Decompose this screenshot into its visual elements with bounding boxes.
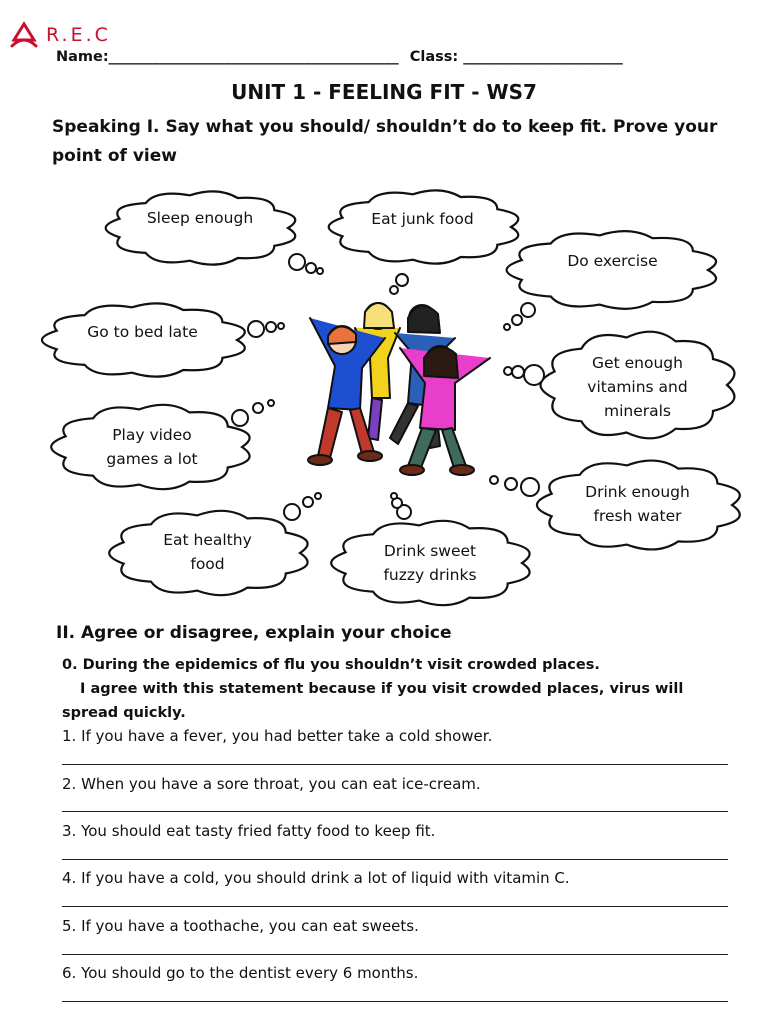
- bubble-drink-sweet-drinks: Drink sweet fuzzy drinks: [383, 542, 477, 584]
- answer-line-3[interactable]: [62, 859, 728, 860]
- cloud-eat-healthy-food-dot-1: [303, 497, 313, 507]
- logo-text: R.E.C: [46, 24, 111, 46]
- rec-logo-icon: [6, 20, 42, 50]
- cloud-get-enough-vitamins-dot-0: [524, 365, 544, 385]
- bubble-go-to-bed-late: Go to bed late: [87, 323, 198, 341]
- question-6: 6. You should go to the dentist every 6 months.: [62, 964, 419, 982]
- cloud-go-to-bed-late-dot-2: [278, 323, 284, 329]
- bubble-get-enough-vitamins: Get enough vitamins and minerals: [587, 354, 688, 420]
- cloud-get-enough-vitamins-dot-1: [512, 366, 524, 378]
- cloud-play-video-games-dot-2: [268, 400, 274, 406]
- example-answer-line-1: I agree with this statement because if you visit crowded places, virus will: [80, 681, 684, 697]
- cloud-play-video-games-dot-0: [232, 410, 248, 426]
- question-3: 3. You should eat tasty fried fatty food to keep fit.: [62, 822, 436, 840]
- cloud-go-to-bed-late-dot-1: [266, 322, 276, 332]
- cloud-eat-junk-food-dot-0: [396, 274, 408, 286]
- bubble-play-video-games: Play video games a lot: [106, 426, 198, 468]
- kids-illustration: [290, 288, 510, 478]
- cloud-do-exercise-dot-1: [512, 315, 522, 325]
- cloud-drink-sweet-drinks-dot-2: [391, 493, 397, 499]
- bubble-sleep-enough: Sleep enough: [146, 209, 254, 227]
- rec-logo: [6, 20, 111, 50]
- cloud-play-video-games-dot-1: [253, 403, 263, 413]
- agree-disagree-instruction: II. Agree or disagree, explain your choice: [56, 623, 452, 643]
- class-blank[interactable]: ______________________: [463, 49, 623, 65]
- bubble-eat-healthy-food: Eat healthy food: [163, 531, 252, 573]
- question-1: 1. If you have a fever, you had better take a cold shower.: [62, 727, 493, 745]
- cloud-sleep-enough-dot-0: [289, 254, 305, 270]
- question-5: 5. If you have a toothache, you can eat sweets.: [62, 917, 419, 935]
- cloud-drink-enough-water-dot-1: [505, 478, 517, 490]
- cloud-eat-healthy-food-dot-0: [284, 504, 300, 520]
- cloud-drink-enough-water-dot-0: [521, 478, 539, 496]
- page-title: UNIT 1 - FEELING FIT - WS7: [231, 80, 537, 104]
- example-statement: 0. During the epidemics of flu you shouldn’t visit crowded places.: [62, 657, 600, 673]
- cloud-eat-healthy-food-dot-2: [315, 493, 321, 499]
- cloud-sleep-enough-dot-1: [306, 263, 316, 273]
- thought-bubble-scene: [0, 170, 768, 620]
- cloud-sleep-enough-dot-2: [317, 268, 323, 274]
- example-answer-line-2: spread quickly.: [62, 705, 186, 721]
- bubble-drink-enough-water: Drink enough fresh water: [585, 483, 690, 525]
- class-label: Class:: [409, 49, 459, 65]
- name-blank[interactable]: ________________________________________: [108, 49, 399, 65]
- speaking-instruction: Speaking I. Say what you should/ shouldn’t do to keep fit. Prove your point of view: [52, 117, 718, 166]
- name-label: Name:: [56, 49, 109, 65]
- answer-line-1[interactable]: [62, 764, 728, 765]
- bubble-do-exercise: Do exercise: [567, 252, 658, 270]
- answer-line-6[interactable]: [62, 1001, 728, 1002]
- answer-line-4[interactable]: [62, 906, 728, 907]
- question-2: 2. When you have a sore throat, you can eat ice-cream.: [62, 775, 481, 793]
- name-class-line: [56, 49, 623, 65]
- cloud-go-to-bed-late-dot-0: [248, 321, 264, 337]
- answer-line-5[interactable]: [62, 954, 728, 955]
- question-4: 4. If you have a cold, you should drink a lot of liquid with vitamin C.: [62, 869, 570, 887]
- bubble-eat-junk-food: Eat junk food: [371, 210, 474, 228]
- cloud-do-exercise-dot-0: [521, 303, 535, 317]
- answer-line-2[interactable]: [62, 811, 728, 812]
